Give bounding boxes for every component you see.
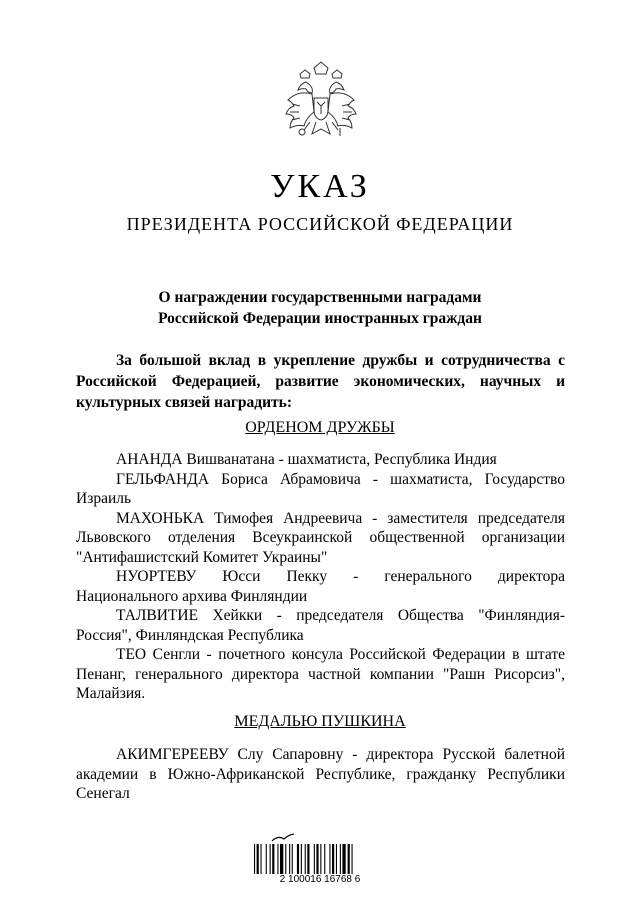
barcode-bar	[285, 844, 286, 874]
barcode-bar	[277, 844, 278, 874]
entry-line: НУОРТЕВУ Юсси Пекку - генерального директора	[116, 568, 565, 585]
barcode-bar	[329, 844, 330, 874]
document-subtitle: ПРЕЗИДЕНТА РОССИЙСКОЙ ФЕДЕРАЦИИ	[126, 214, 514, 234]
award-entry	[76, 470, 565, 509]
section-label-order-of-friendship: ОРДЕНОМ ДРУЖБЫ	[245, 419, 395, 436]
entry-line: ГЕЛЬФАНДА Бориса Абрамовича - шахматиста, Государство	[116, 470, 565, 488]
award-entry	[76, 606, 565, 645]
award-entry	[76, 745, 565, 804]
stamp-mark-icon	[270, 832, 296, 844]
entry-line: Сенегал	[76, 785, 130, 802]
document-title: УКАЗ	[270, 168, 370, 205]
entry-line: Пенанг, генерального директора частной компании "Рашн Рисорсиз",	[76, 665, 565, 683]
barcode-bar	[272, 844, 274, 874]
barcode-bar	[261, 844, 262, 874]
barcode-bar	[292, 844, 293, 874]
entry-line: МАХОНЬКА Тимофея Андреевича - заместителя председателя	[116, 509, 565, 527]
barcode-number: 2 100016 16768 6	[279, 874, 361, 885]
barcode-bar	[270, 844, 271, 874]
award-entry	[76, 450, 565, 470]
award-entry	[76, 645, 565, 704]
entry-line: "Антифашистский Комитет Украины"	[76, 548, 328, 566]
barcode-bar	[301, 844, 302, 874]
barcode-bar	[316, 844, 318, 874]
barcode	[252, 844, 388, 874]
barcode-bar	[289, 844, 290, 874]
decree-heading-line-1: О награждении государственными наградами	[158, 289, 482, 306]
coat-of-arms-icon	[276, 60, 366, 146]
entry-line: Россия", Финляндская Республика	[76, 626, 304, 644]
barcode-bar	[324, 844, 325, 874]
barcode-bar	[340, 844, 341, 874]
barcode-bar	[254, 844, 255, 874]
intro-line-3: культурных связей наградить:	[76, 394, 292, 411]
order-of-friendship-list	[76, 450, 565, 704]
barcode-bar	[336, 844, 337, 874]
entry-line: ТЕО Сенгли - почетного консула Российской Федерации в штате	[116, 646, 565, 663]
decree-intro	[76, 350, 565, 413]
decree-heading	[0, 287, 640, 329]
barcode-bar	[307, 844, 309, 874]
barcode-bar	[320, 844, 321, 874]
intro-line-1: За большой вклад в укрепление дружбы и сотрудничества с	[116, 352, 565, 369]
barcode-bar	[314, 844, 315, 874]
section-label-pushkin-medal: МЕДАЛЬЮ ПУШКИНА	[234, 713, 406, 730]
entry-line: АНАНДА Вишванатана - шахматиста, Республика Индия	[116, 451, 497, 468]
barcode-bar	[342, 844, 345, 874]
entry-line: Израиль	[76, 490, 132, 507]
entry-line: Национального архива Финляндии	[76, 587, 308, 605]
entry-line: Малайзия.	[76, 685, 146, 702]
barcode-bar	[280, 844, 283, 874]
entry-line: ТАЛВИТИЕ Хейкки - председателя Общества "Финляндия-	[116, 607, 565, 624]
barcode-bar	[332, 844, 334, 874]
pushkin-medal-list	[76, 745, 565, 804]
barcode-bar	[352, 844, 353, 874]
award-entry	[76, 567, 565, 606]
barcode-bar	[305, 844, 306, 874]
entry-line: академии в Южно-Африканской Республике, гражданку Республики	[76, 765, 565, 783]
barcode-bar	[257, 844, 259, 874]
award-entry	[76, 509, 565, 568]
barcode-bar	[266, 844, 267, 874]
decree-heading-line-2: Российской Федерации иностранных граждан	[158, 310, 482, 327]
intro-line-2: Российской Федерацией, развитие экономических, научных и	[76, 373, 565, 390]
barcode-bar	[297, 844, 299, 874]
entry-line: Львовского отделения Всеукраинской общественной организации	[76, 529, 565, 546]
barcode-bar	[348, 844, 350, 874]
entry-line: АКИМГЕРЕЕВУ Слу Сапаровну - директора Русской балетной	[116, 746, 565, 763]
